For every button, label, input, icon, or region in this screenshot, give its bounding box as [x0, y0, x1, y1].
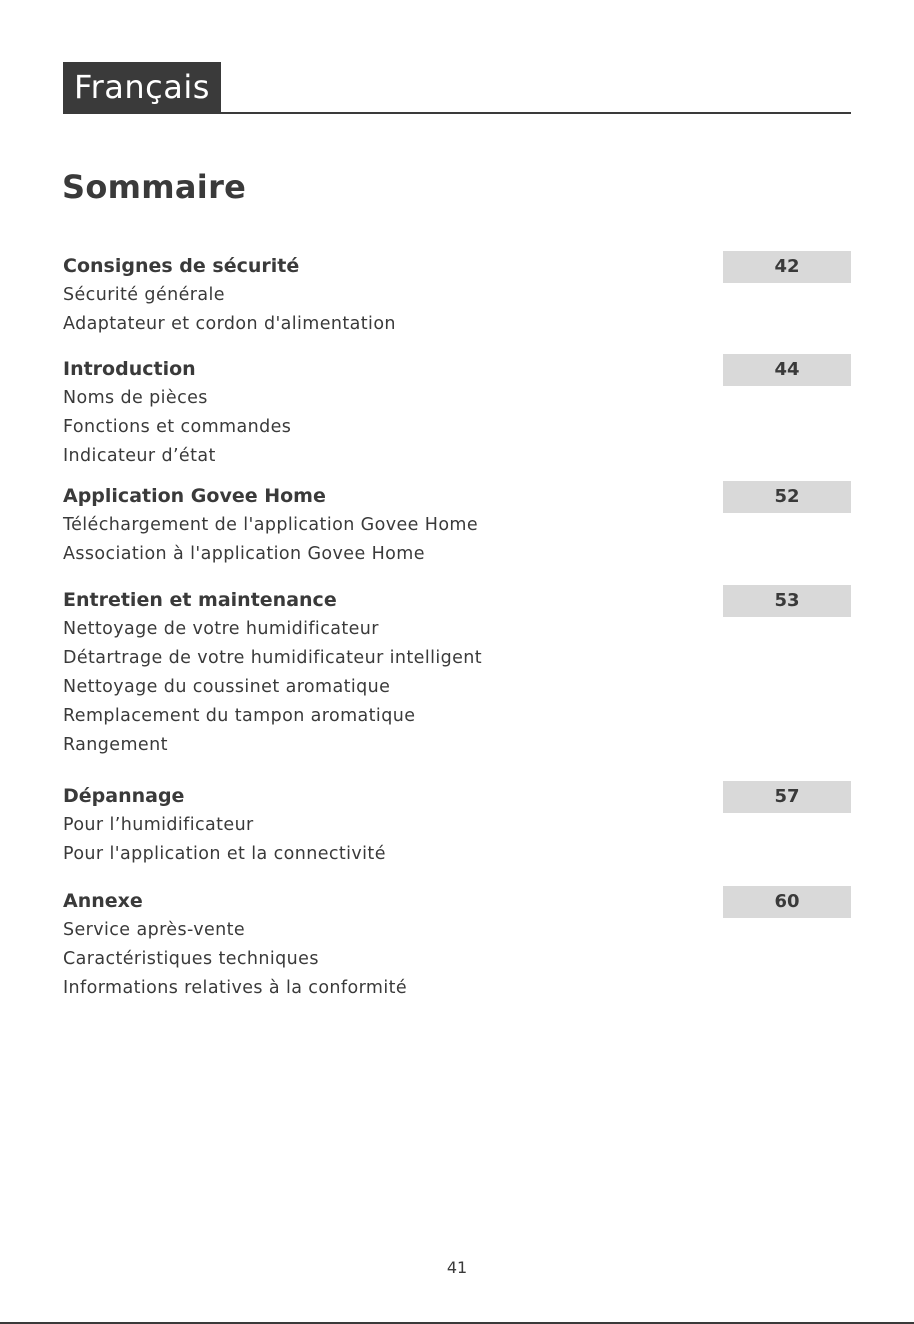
section-items: [63, 281, 851, 339]
section-items: [63, 916, 851, 1003]
language-tab: Français: [63, 62, 221, 113]
footer-page-number: 41: [446, 1258, 468, 1277]
toc-item: Nettoyage de votre humidificateur: [63, 619, 379, 639]
section-heading: Annexe: [63, 890, 143, 912]
toc-item: Fonctions et commandes: [63, 417, 292, 437]
toc-item: Téléchargement de l'application Govee Home: [63, 515, 479, 535]
toc-item: Noms de pièces: [63, 388, 208, 408]
section-heading: Consignes de sécurité: [63, 255, 300, 277]
section-heading: Dépannage: [63, 785, 185, 807]
section-items: [63, 615, 851, 760]
section-items: [63, 511, 851, 569]
toc-item: Détartrage de votre humidificateur intelligent: [63, 648, 483, 668]
toc-section-app: [63, 481, 851, 569]
page-number-box: 44: [723, 354, 851, 386]
page-number-box: 42: [723, 251, 851, 283]
page-number-box: 60: [723, 886, 851, 918]
toc-item: Pour l'application et la connectivité: [63, 844, 386, 864]
toc-section-safety: [63, 251, 851, 339]
toc-item: Rangement: [63, 735, 168, 755]
section-heading: Entretien et maintenance: [63, 589, 337, 611]
toc-item: Pour l’humidificateur: [63, 815, 254, 835]
toc-item: Service après-vente: [63, 920, 246, 940]
toc-item: Informations relatives à la conformité: [63, 978, 408, 998]
toc-item: Caractéristiques techniques: [63, 949, 319, 969]
toc-section-maintenance: [63, 585, 851, 760]
toc-item: Adaptateur et cordon d'alimentation: [63, 314, 396, 334]
toc-section-introduction: [63, 354, 851, 471]
toc-item: Sécurité générale: [63, 285, 225, 305]
page-number-box: 52: [723, 481, 851, 513]
toc-item: Nettoyage du coussinet aromatique: [63, 677, 391, 697]
toc-section-troubleshooting: [63, 781, 851, 869]
section-heading: Application Govee Home: [63, 485, 326, 507]
toc-item: Association à l'application Govee Home: [63, 544, 425, 564]
toc-item: Indicateur d’état: [63, 446, 216, 466]
section-items: [63, 384, 851, 471]
toc-section-appendix: [63, 886, 851, 1003]
section-heading: Introduction: [63, 358, 196, 380]
toc-title: Sommaire: [62, 168, 247, 206]
header-rule: [63, 112, 851, 114]
page-number-box: 57: [723, 781, 851, 813]
page-number-box: 53: [723, 585, 851, 617]
toc-item: Remplacement du tampon aromatique: [63, 706, 416, 726]
section-items: [63, 811, 851, 869]
